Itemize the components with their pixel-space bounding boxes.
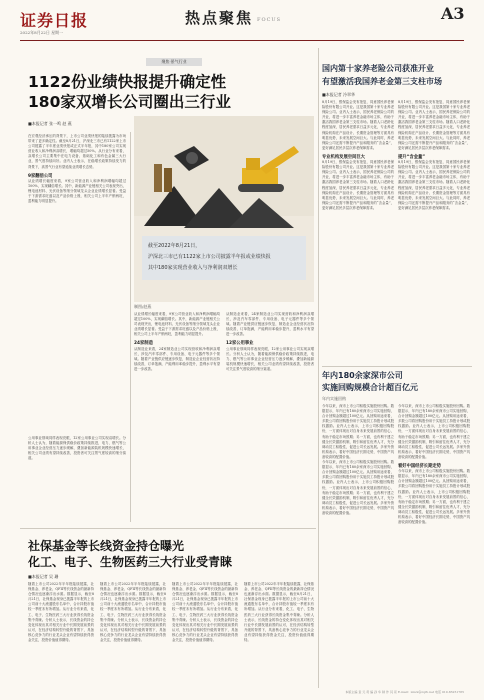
right-story-2-byline: 年内实施回购: [322, 396, 346, 401]
newspaper-logo: 证券日报: [20, 11, 89, 30]
right-story-1-column-2: [398, 100, 470, 362]
article-column-1: [28, 134, 126, 434]
bottom-column-1: [28, 582, 94, 686]
date-line: 2022年8月22日 星期一: [20, 30, 64, 35]
headline-line-2: 实施回购规模合计超百亿元: [322, 383, 418, 392]
column-text: 公用事业领域同样表现亮眼，12家公用事业公司实现双增长。分析人士认为，随着能源保供稳价政策持续推进，电力、燃气等公用事业企业经营压力逐步缓解，叠加新能源装机规模快速增长，相关公司业绩有望持续改善，投资者可关注景气度较高的细分赛道。: [28, 436, 126, 461]
subhead-professional: 专业机构发展空间巨大: [322, 154, 365, 160]
photo-caption: 制图/赵燕: [134, 304, 152, 309]
subhead-doubling: 9家翻倍公司: [28, 173, 53, 179]
banner-line-1: 截至2022年8月21日，: [148, 243, 201, 249]
right-story-1-headline: [322, 62, 472, 88]
column-text: 随着上市公司2022年半年报陆续披露，社保基金、养老金、QFII等长线资金的最新持仓情况也逐渐浮出水面。数据显示，截至8月21日，社保基金现身已披露半年报的上市公司前十大流通股东名单中，合计持股市值较一季度末有所增加。从行业分布来看，化工、电子、生物医药三大行业获得长线资金集中青睐。分析人士表示，长线资金的持仓变化体现出其对相关行业中长期发展前景的认可，在经济结构转型升级的背景下，具备核心竞争力的行业龙头企业有望持续获得资金关注，投资价值值得期待。: [28, 582, 94, 643]
page-number: A3: [441, 4, 465, 23]
masthead-rule: [20, 40, 464, 41]
section-title-en: FOCUS: [257, 17, 282, 23]
right-story-2-column-1: [322, 404, 394, 686]
right-story-2-headline: [322, 370, 472, 394]
headline-line-1: 国内第十家养老险公司获准开业: [322, 64, 434, 73]
headline-line-2: 化工、电子、生物医药三大行业受青睐: [28, 555, 233, 569]
masthead: [0, 0, 484, 44]
bottom-column-2: [100, 582, 166, 686]
right-story-1-column-1: [322, 100, 394, 362]
column-text: 公用事业领域同样表现亮眼，12家公用事业公司实现双增长。分析人士认为，随着能源保供稳价政策持续推进，电力、燃气等公用事业企业经营压力逐步缓解，叠加新能源装机规模快速增长，相关公司业绩有望持续改善，投资者可关注景气度较高的细分赛道。: [226, 346, 314, 371]
column-text: 从业绩增长幅度来看，9家公司营业收入和净利润增幅均超过100%，实现翻倍增长。其中，新能源产业链相关公司表现突出，锂电池材料、光伏设备等细分领域龙头企业业绩增长显著。受益于下游需求旺盛以及产品价格上涨，相关公司上半年产销两旺，盈利能力明显提升。: [134, 312, 220, 337]
bottom-column-4: [244, 582, 314, 686]
subhead-economy: 看好中国经济长期走势: [398, 464, 441, 470]
column-text: 从制造业来看，24家制造业公司实现营收和净利润双增长，涉及汽车零部件、专用设备、电子元器件等多个领域。随着产业链供应链逐步恢复，制造业企业经营状况持续改善，订单饱满，产能利用率稳步提升，盈利水平有望进一步改善。: [134, 346, 220, 371]
article-column-1b: [28, 436, 126, 522]
column-text: 在宏观经济承压的背景下，上市公司业绩快报的陆续披露为市场带来了更多确定性。截至8月21日，沪深北三市已有1122家上市公司披露了半年度业绩快报或正式半年报，其中180家公司实现营业收入和净利润双增长，增幅均超过50%。从行业分布来看，双增长公司主要集中在电力设备、基础化工和有色金属三大行业，景气度持续向好。业内人士表示，在稳增长政策持续发力的背景下，高景气行业有望延续业绩增长态势。: [28, 134, 126, 169]
headline-line-1: 年内180余家深市公司: [322, 371, 403, 380]
right-section-divider: [322, 366, 472, 367]
right-story-1-byline: ■本报记者 冷翠华: [322, 92, 356, 97]
column-text: 今年以来，深市上市公司积极实施股份回购。数据显示，年内已有180余家深市公司实施回购，合计回购金额超过100亿元。从回购用途来看，多数公司将回购股份用于实施员工持股计划或股权激励。业内人士表示，上市公司积极回购股份，一方面体现出对自身未来发展前景的信心，有助于稳定市场预期；另一方面，也有利于建立健全长效激励机制，吸引和留住优秀人才，充分调动员工积极性，促进公司长远发展。多家外资机构表示，看好中国经济长期走势，中国资产具备较高的配置价值。: [322, 404, 394, 459]
column-text: 从业绩增长幅度来看，9家公司营业收入和净利润增幅均超过100%，实现翻倍增长。其中，新能源产业链相关公司表现突出，锂电池材料、光伏设备等细分领域龙头企业业绩增长显著。受益于下游需求旺盛以及产品价格上涨，相关公司上半年产销两旺，盈利能力明显提升。: [28, 178, 126, 204]
construction-illustration: [134, 116, 314, 302]
column-text: 随着上市公司2022年半年报陆续披露，社保基金、养老金、QFII等长线资金的最新持仓情况也逐渐浮出水面。数据显示，截至8月21日，社保基金现身已披露半年报的上市公司前十大流通股东名单中，合计持股市值较一季度末有所增加。从行业分布来看，化工、电子、生物医药三大行业获得长线资金集中青睐。分析人士表示，长线资金的持仓变化体现出其对相关行业中长期发展前景的认可，在经济结构转型升级的背景下，具备核心竞争力的行业龙头企业有望持续获得资金关注，投资价值值得期待。: [244, 582, 314, 643]
headline-line-2: 180家双增长公司圈出三行业: [28, 93, 231, 111]
subhead-utilities: 12家公用事业: [226, 341, 254, 347]
right-story-2-column-2: [398, 404, 470, 686]
column-text: 今年以来，深市上市公司积极实施股份回购。数据显示，年内已有180余家深市公司实施回购，合计回购金额超过100亿元。从回购用途来看，多数公司将回购股份用于实施员工持股计划或股权激励。业内人士表示，上市公司积极回购股份，一方面体现出对自身未来发展前景的信心，有助于稳定市场预期；另一方面，也有利于建立健全长效激励机制，吸引和留住优秀人才，充分调动员工积极性，促进公司长远发展。多家外资机构表示，看好中国经济长期走势，中国资产具备较高的配置价值。: [398, 404, 470, 459]
column-text: 8月19日，银保监会发布批复，同意国民养老保险股份有限公司开业。这是我国第十家专业养老保险公司。业内人士表示，国民养老保险公司的开业，将进一步丰富养老金融市场主体，有助于激活我国养老金第三支柱市场。随着人口老龄化程度加深，居民养老需求日益多元化，专业养老保险机构在产品设计、长期资金管理等方面具有明显优势，未来发展空间巨大。与此同时，养老保险公司还需不断提升产品和服务的“含金量”，更好满足居民多层次养老保障需求。: [322, 160, 394, 210]
bottom-story-byline: ■本报记者 吴 珊: [28, 574, 59, 579]
column-text: 今年以来，深市上市公司积极实施股份回购。数据显示，年内已有180余家深市公司实施回购，合计回购金额超过100亿元。从回购用途来看，多数公司将回购股份用于实施员工持股计划或股权激励。业内人士表示，上市公司积极回购股份，一方面体现出对自身未来发展前景的信心，有助于稳定市场预期；另一方面，也有利于建立健全长效激励机制，吸引和留住优秀人才，充分调动员工积极性，促进公司长远发展。多家外资机构表示，看好中国经济长期走势，中国资产具备较高的配置价值。: [398, 469, 470, 525]
banner-line-2: 沪深北三市已有1122家上市公司披露半年报或业绩快报: [148, 254, 271, 260]
section-divider: [20, 528, 316, 529]
column-text: 随着上市公司2022年半年报陆续披露，社保基金、养老金、QFII等长线资金的最新持仓情况也逐渐浮出水面。数据显示，截至8月21日，社保基金现身已披露半年报的上市公司前十大流通股东名单中，合计持股市值较一季度末有所增加。从行业分布来看，化工、电子、生物医药三大行业获得长线资金集中青睐。分析人士表示，长线资金的持仓变化体现出其对相关行业中长期发展前景的认可，在经济结构转型升级的背景下，具备核心竞争力的行业龙头企业有望持续获得资金关注，投资价值值得期待。: [172, 582, 238, 643]
article-column-3: [226, 312, 314, 520]
story-tag: 聚焦·景气行业: [146, 58, 202, 66]
article-column-2: [134, 312, 220, 520]
right-column-divider: [318, 48, 319, 688]
subhead-manufacturing: 24家制造: [134, 341, 153, 347]
headline-line-1: 1122份业绩快报提升确定性: [28, 73, 227, 91]
column-text: 8月19日，银保监会发布批复，同意国民养老保险股份有限公司开业。这是我国第十家专业养老保险公司。业内人士表示，国民养老保险公司的开业，将进一步丰富养老金融市场主体，有助于激活我国养老金第三支柱市场。随着人口老龄化程度加深，居民养老需求日益多元化，专业养老保险机构在产品设计、长期资金管理等方面具有明显优势，未来发展空间巨大。与此同时，养老保险公司还需不断提升产品和服务的“含金量”，更好满足居民多层次养老保障需求。: [322, 100, 394, 150]
bottom-column-3: [172, 582, 238, 686]
headline-line-1: 社保基金等长线资金持仓曝光: [28, 539, 185, 553]
section-title: 热点聚焦: [185, 9, 254, 27]
column-text: 8月19日，银保监会发布批复，同意国民养老保险股份有限公司开业。这是我国第十家专业养老保险公司。业内人士表示，国民养老保险公司的开业，将进一步丰富养老金融市场主体，有助于激活我国养老金第三支柱市场。随着人口老龄化程度加深，居民养老需求日益多元化，专业养老保险机构在产品设计、长期资金管理等方面具有明显优势，未来发展空间巨大。与此同时，养老保险公司还需不断提升产品和服务的“含金量”，更好满足居民多层次养老保障需求。: [398, 100, 470, 150]
column-text: 今年以来，深市上市公司积极实施股份回购。数据显示，年内已有180余家深市公司实施回购，合计回购金额超过100亿元。从回购用途来看，多数公司将回购股份用于实施员工持股计划或股权激励。业内人士表示，上市公司积极回购股份，一方面体现出对自身未来发展前景的信心，有助于稳定市场预期；另一方面，也有利于建立健全长效激励机制，吸引和留住优秀人才，充分调动员工积极性，促进公司长远发展。多家外资机构表示，看好中国经济长期走势，中国资产具备较高的配置价值。: [322, 460, 394, 515]
column-text: 随着上市公司2022年半年报陆续披露，社保基金、养老金、QFII等长线资金的最新持仓情况也逐渐浮出水面。数据显示，截至8月21日，社保基金现身已披露半年报的上市公司前十大流通股东名单中，合计持股市值较一季度末有所增加。从行业分布来看，化工、电子、生物医药三大行业获得长线资金集中青睐。分析人士表示，长线资金的持仓变化体现出其对相关行业中长期发展前景的认可，在经济结构转型升级的背景下，具备核心竞争力的行业龙头企业有望持续获得资金关注，投资价值值得期待。: [100, 582, 166, 643]
bottom-story-headline: [28, 538, 318, 570]
column-text: 从制造业来看，24家制造业公司实现营收和净利润双增长，涉及汽车零部件、专用设备、电子元器件等多个领域。随着产业链供应链逐步恢复，制造业企业经营状况持续改善，订单饱满，产能利用率稳步提升，盈利水平有望进一步改善。: [226, 312, 314, 337]
top-story-headline: [28, 72, 318, 112]
page-footer: 本版主编 袁 元 责 编 孙 华 制 作 闫 亮 E-mail：zmzx@zqrb.net 电话 010-83251785: [345, 690, 464, 694]
column-divider: [130, 132, 131, 522]
top-story-byline: ■本报记者 张一鸣 赵 燕: [28, 121, 72, 126]
column-text: 8月19日，银保监会发布批复，同意国民养老保险股份有限公司开业。这是我国第十家专业养老保险公司。业内人士表示，国民养老保险公司的开业，将进一步丰富养老金融市场主体，有助于激活我国养老金第三支柱市场。随着人口老龄化程度加深，居民养老需求日益多元化，专业养老保险机构在产品设计、长期资金管理等方面具有明显优势，未来发展空间巨大。与此同时，养老保险公司还需不断提升产品和服务的“含金量”，更好满足居民多层次养老保障需求。: [398, 160, 470, 210]
banner-line-3: 其中180家实现营业收入与净利润双增长: [148, 265, 238, 271]
subhead-quality: 提升“含金量”: [398, 154, 426, 160]
headline-line-2: 有望激活我国养老金第三支柱市场: [322, 77, 442, 86]
